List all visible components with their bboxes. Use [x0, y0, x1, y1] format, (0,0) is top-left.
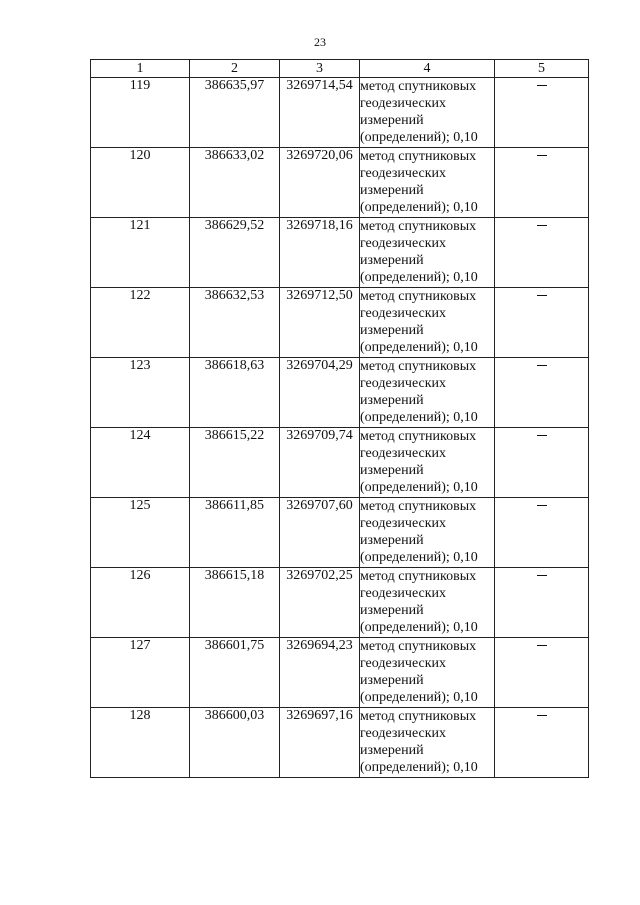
method-line: (определений); 0,10	[360, 760, 478, 775]
method-description	[360, 148, 495, 218]
method-line: измерений	[360, 533, 424, 548]
table-row	[91, 638, 589, 708]
note-cell	[495, 428, 589, 498]
method-line: (определений); 0,10	[360, 410, 478, 425]
point-number: 126	[91, 568, 190, 638]
method-description	[360, 288, 495, 358]
method-line: метод спутниковых	[360, 429, 477, 444]
method-line: измерений	[360, 463, 424, 478]
point-number: 123	[91, 358, 190, 428]
table-row	[91, 708, 589, 778]
column-header-3: 3	[280, 60, 360, 78]
point-number: 121	[91, 218, 190, 288]
coordinate-x: 386615,18	[190, 568, 280, 638]
method-line: метод спутниковых	[360, 709, 477, 724]
method-line: измерений	[360, 323, 424, 338]
dash-mark	[537, 85, 547, 86]
coordinate-y: 3269709,74	[280, 428, 360, 498]
table-row	[91, 78, 589, 148]
dash-mark	[537, 155, 547, 156]
method-line: геодезических	[360, 446, 447, 461]
column-header-5: 5	[495, 60, 589, 78]
page-number: 23	[314, 35, 326, 49]
point-number: 125	[91, 498, 190, 568]
coordinate-y: 3269720,06	[280, 148, 360, 218]
method-line: геодезических	[360, 376, 447, 391]
coordinate-y: 3269712,50	[280, 288, 360, 358]
point-number: 120	[91, 148, 190, 218]
coordinate-x: 386600,03	[190, 708, 280, 778]
method-line: измерений	[360, 253, 424, 268]
method-line: метод спутниковых	[360, 359, 477, 374]
note-cell	[495, 568, 589, 638]
table-row	[91, 428, 589, 498]
note-cell	[495, 708, 589, 778]
method-description	[360, 358, 495, 428]
column-header-1: 1	[91, 60, 190, 78]
point-number: 124	[91, 428, 190, 498]
coordinates-table	[90, 59, 589, 778]
method-line: (определений); 0,10	[360, 340, 478, 355]
method-line: (определений); 0,10	[360, 130, 478, 145]
method-description	[360, 568, 495, 638]
coordinate-x: 386611,85	[190, 498, 280, 568]
coordinate-x: 386632,53	[190, 288, 280, 358]
point-number: 127	[91, 638, 190, 708]
method-line: измерений	[360, 743, 424, 758]
coordinate-x: 386615,22	[190, 428, 280, 498]
method-line: измерений	[360, 113, 424, 128]
method-description	[360, 638, 495, 708]
note-cell	[495, 358, 589, 428]
dash-mark	[537, 435, 547, 436]
table-row	[91, 218, 589, 288]
coordinate-x: 386601,75	[190, 638, 280, 708]
coordinate-x: 386635,97	[190, 78, 280, 148]
dash-mark	[537, 645, 547, 646]
note-cell	[495, 638, 589, 708]
point-number: 119	[91, 78, 190, 148]
coordinate-x: 386629,52	[190, 218, 280, 288]
coordinate-y: 3269704,29	[280, 358, 360, 428]
header-row	[91, 60, 589, 78]
column-header-4: 4	[360, 60, 495, 78]
method-description	[360, 428, 495, 498]
method-line: (определений); 0,10	[360, 270, 478, 285]
table-row	[91, 498, 589, 568]
coordinate-y: 3269707,60	[280, 498, 360, 568]
dash-mark	[537, 715, 547, 716]
method-line: метод спутниковых	[360, 79, 477, 94]
method-line: метод спутниковых	[360, 289, 477, 304]
dash-mark	[537, 295, 547, 296]
coordinate-y: 3269702,25	[280, 568, 360, 638]
coordinate-x: 386633,02	[190, 148, 280, 218]
method-line: (определений); 0,10	[360, 550, 478, 565]
table-row	[91, 358, 589, 428]
table-row	[91, 568, 589, 638]
method-description	[360, 218, 495, 288]
method-line: (определений); 0,10	[360, 480, 478, 495]
method-line: геодезических	[360, 656, 447, 671]
table-body	[91, 78, 589, 778]
method-line: метод спутниковых	[360, 219, 477, 234]
method-line: метод спутниковых	[360, 499, 477, 514]
coordinate-y: 3269697,16	[280, 708, 360, 778]
method-line: геодезических	[360, 166, 447, 181]
coordinate-x: 386618,63	[190, 358, 280, 428]
method-line: измерений	[360, 603, 424, 618]
method-description	[360, 78, 495, 148]
dash-mark	[537, 505, 547, 506]
coordinate-y: 3269714,54	[280, 78, 360, 148]
dash-mark	[537, 365, 547, 366]
method-line: геодезических	[360, 586, 447, 601]
column-header-2: 2	[190, 60, 280, 78]
method-line: измерений	[360, 183, 424, 198]
method-line: геодезических	[360, 726, 447, 741]
note-cell	[495, 498, 589, 568]
method-line: (определений); 0,10	[360, 690, 478, 705]
note-cell	[495, 218, 589, 288]
method-line: измерений	[360, 393, 424, 408]
method-line: метод спутниковых	[360, 149, 477, 164]
method-description	[360, 498, 495, 568]
note-cell	[495, 78, 589, 148]
table-row	[91, 288, 589, 358]
point-number: 128	[91, 708, 190, 778]
method-line: геодезических	[360, 236, 447, 251]
method-line: геодезических	[360, 96, 447, 111]
coordinate-y: 3269718,16	[280, 218, 360, 288]
method-description	[360, 708, 495, 778]
method-line: геодезических	[360, 516, 447, 531]
dash-mark	[537, 575, 547, 576]
method-line: метод спутниковых	[360, 569, 477, 584]
method-line: (определений); 0,10	[360, 200, 478, 215]
method-line: (определений); 0,10	[360, 620, 478, 635]
method-line: измерений	[360, 673, 424, 688]
method-line: геодезических	[360, 306, 447, 321]
method-line: метод спутниковых	[360, 639, 477, 654]
note-cell	[495, 148, 589, 218]
dash-mark	[537, 225, 547, 226]
note-cell	[495, 288, 589, 358]
coordinate-y: 3269694,23	[280, 638, 360, 708]
table-row	[91, 148, 589, 218]
point-number: 122	[91, 288, 190, 358]
